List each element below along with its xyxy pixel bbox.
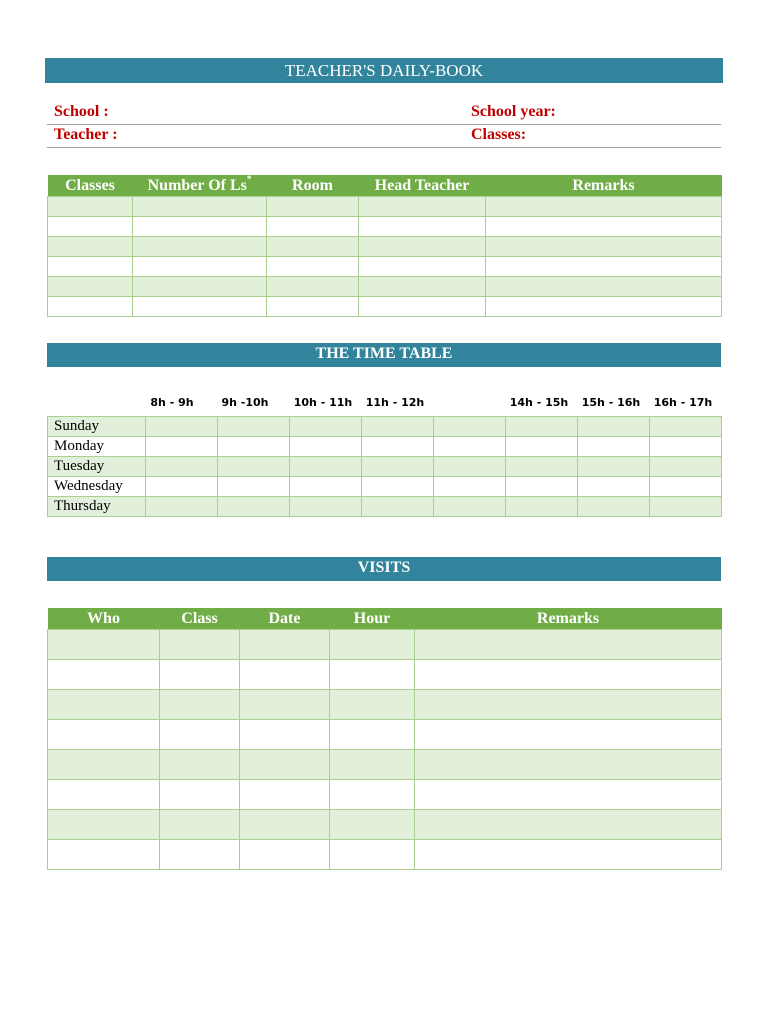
table-cell[interactable] [267, 257, 359, 277]
timetable-cell[interactable] [362, 477, 434, 497]
timetable-cell[interactable] [362, 417, 434, 437]
table-cell[interactable] [160, 720, 240, 750]
timetable-row [48, 417, 722, 437]
column-header-hour: Hour [330, 608, 415, 630]
table-cell[interactable] [48, 237, 133, 257]
classes-table [47, 175, 722, 317]
timetable-cell[interactable] [218, 497, 290, 517]
table-cell[interactable] [48, 720, 160, 750]
table-row [48, 690, 722, 720]
table-cell[interactable] [359, 237, 486, 257]
hour-label: 15h - 16h [581, 396, 641, 409]
table-cell[interactable] [133, 297, 267, 317]
table-row [48, 840, 722, 870]
table-header-row [48, 608, 722, 630]
timetable-grid [47, 416, 722, 517]
hour-label: 10h - 11h [293, 396, 353, 409]
footnote-mark: * [246, 173, 252, 184]
table-row [48, 720, 722, 750]
table-row [48, 237, 722, 257]
table-cell[interactable] [486, 297, 722, 317]
table-cell[interactable] [267, 237, 359, 257]
table-cell[interactable] [160, 780, 240, 810]
table-cell[interactable] [48, 780, 160, 810]
table-cell[interactable] [48, 217, 133, 237]
table-row [48, 277, 722, 297]
timetable-cell[interactable] [290, 417, 362, 437]
table-cell[interactable] [415, 780, 722, 810]
table-cell[interactable] [240, 690, 330, 720]
table-cell[interactable] [359, 197, 486, 217]
table-cell[interactable] [415, 660, 722, 690]
day-label: Thursday [48, 497, 146, 517]
timetable-cell[interactable] [146, 457, 218, 477]
table-row [48, 780, 722, 810]
table-cell[interactable] [330, 690, 415, 720]
timetable-cell[interactable] [290, 437, 362, 457]
table-cell[interactable] [330, 630, 415, 660]
page-title: TEACHER'S DAILY-BOOK [45, 58, 723, 83]
timetable-cell[interactable] [434, 497, 506, 517]
table-cell[interactable] [160, 690, 240, 720]
table-row [48, 630, 722, 660]
table-cell[interactable] [133, 217, 267, 237]
table-cell[interactable] [330, 660, 415, 690]
timetable-cell[interactable] [218, 477, 290, 497]
timetable-cell[interactable] [146, 437, 218, 457]
table-cell[interactable] [133, 197, 267, 217]
table-cell[interactable] [133, 237, 267, 257]
timetable-cell[interactable] [434, 457, 506, 477]
hour-label: 14h - 15h [509, 396, 569, 409]
table-row [48, 810, 722, 840]
timetable-cell[interactable] [362, 457, 434, 477]
visits-title: VISITS [47, 557, 721, 581]
timetable-cell[interactable] [146, 477, 218, 497]
timetable-row [48, 497, 722, 517]
table-cell[interactable] [133, 257, 267, 277]
table-cell[interactable] [486, 197, 722, 217]
column-header-head-teacher: Head Teacher [359, 175, 486, 197]
timetable-cell[interactable] [650, 417, 722, 437]
table-cell[interactable] [48, 297, 133, 317]
table-cell[interactable] [160, 660, 240, 690]
column-header-room: Room [267, 175, 359, 197]
table-cell[interactable] [415, 810, 722, 840]
header-text: Number Of Ls [147, 176, 247, 194]
timetable-cell[interactable] [290, 457, 362, 477]
table-cell[interactable] [48, 257, 133, 277]
timetable-cell[interactable] [578, 457, 650, 477]
table-cell[interactable] [486, 277, 722, 297]
day-label: Sunday [48, 417, 146, 437]
timetable-cell[interactable] [506, 477, 578, 497]
table-cell[interactable] [415, 720, 722, 750]
timetable-cell[interactable] [650, 497, 722, 517]
table-cell[interactable] [240, 780, 330, 810]
column-header-number-of-ls [133, 175, 267, 197]
timetable-cell[interactable] [218, 417, 290, 437]
hour-label: 16h - 17h [653, 396, 713, 409]
timetable-row [48, 477, 722, 497]
timetable-cell[interactable] [362, 437, 434, 457]
timetable-cell[interactable] [290, 477, 362, 497]
table-cell[interactable] [240, 840, 330, 870]
table-cell[interactable] [48, 840, 160, 870]
table-row [48, 257, 722, 277]
table-cell[interactable] [415, 690, 722, 720]
table-cell[interactable] [415, 840, 722, 870]
timetable-cell[interactable] [506, 497, 578, 517]
table-row [48, 750, 722, 780]
table-cell[interactable] [240, 810, 330, 840]
table-cell[interactable] [330, 780, 415, 810]
timetable-row [48, 457, 722, 477]
table-cell[interactable] [330, 810, 415, 840]
info-divider [47, 124, 721, 125]
table-cell[interactable] [48, 660, 160, 690]
table-cell[interactable] [486, 217, 722, 237]
column-header-class: Class [160, 608, 240, 630]
table-row [48, 660, 722, 690]
table-cell[interactable] [359, 277, 486, 297]
table-cell[interactable] [160, 630, 240, 660]
teacher-label: Teacher : [54, 126, 118, 143]
table-cell[interactable] [415, 630, 722, 660]
timetable-cell[interactable] [290, 497, 362, 517]
column-header-classes: Classes [48, 175, 133, 197]
table-cell[interactable] [359, 297, 486, 317]
table-cell[interactable] [48, 197, 133, 217]
day-label: Tuesday [48, 457, 146, 477]
table-cell[interactable] [240, 630, 330, 660]
table-cell[interactable] [267, 277, 359, 297]
timetable-cell[interactable] [434, 417, 506, 437]
table-row [48, 297, 722, 317]
table-cell[interactable] [240, 660, 330, 690]
table-cell[interactable] [48, 690, 160, 720]
table-cell[interactable] [160, 750, 240, 780]
school-label: School : [54, 103, 109, 120]
table-cell[interactable] [330, 720, 415, 750]
day-label: Wednesday [48, 477, 146, 497]
timetable-cell[interactable] [650, 457, 722, 477]
timetable-cell[interactable] [506, 457, 578, 477]
table-cell[interactable] [240, 720, 330, 750]
table-cell[interactable] [48, 750, 160, 780]
table-cell[interactable] [160, 810, 240, 840]
timetable-cell[interactable] [578, 497, 650, 517]
timetable-cell[interactable] [506, 417, 578, 437]
table-cell[interactable] [267, 217, 359, 237]
hour-label: 9h -10h [221, 396, 269, 409]
timetable-cell[interactable] [650, 437, 722, 457]
table-cell[interactable] [48, 277, 133, 297]
timetable-cell[interactable] [218, 457, 290, 477]
table-cell[interactable] [486, 237, 722, 257]
timetable-cell[interactable] [578, 437, 650, 457]
column-header-remarks: Remarks [415, 608, 722, 630]
table-cell[interactable] [486, 257, 722, 277]
timetable-cell[interactable] [434, 437, 506, 457]
day-label: Monday [48, 437, 146, 457]
hour-label: 8h - 9h [150, 396, 194, 409]
timetable-cell[interactable] [578, 417, 650, 437]
column-header-date: Date [240, 608, 330, 630]
table-cell[interactable] [359, 257, 486, 277]
timetable-cell[interactable] [650, 477, 722, 497]
table-cell[interactable] [240, 750, 330, 780]
timetable-cell[interactable] [146, 417, 218, 437]
table-cell[interactable] [267, 297, 359, 317]
table-cell[interactable] [330, 750, 415, 780]
timetable-cell[interactable] [578, 477, 650, 497]
column-header-who: Who [48, 608, 160, 630]
table-cell[interactable] [359, 217, 486, 237]
timetable-cell[interactable] [362, 497, 434, 517]
timetable-title: THE TIME TABLE [47, 343, 721, 367]
column-header-remarks: Remarks [486, 175, 722, 197]
info-divider [47, 147, 721, 148]
timetable-row [48, 437, 722, 457]
timetable-cell[interactable] [218, 437, 290, 457]
table-cell[interactable] [48, 630, 160, 660]
timetable-cell[interactable] [506, 437, 578, 457]
school-year-label: School year: [471, 103, 556, 120]
classes-label: Classes: [471, 126, 527, 143]
timetable-cell[interactable] [434, 477, 506, 497]
table-cell[interactable] [133, 277, 267, 297]
table-cell[interactable] [415, 750, 722, 780]
table-header-row [48, 175, 722, 197]
timetable-cell[interactable] [146, 497, 218, 517]
table-cell[interactable] [160, 840, 240, 870]
visits-table [47, 608, 722, 870]
table-cell[interactable] [48, 810, 160, 840]
hour-label: 11h - 12h [365, 396, 425, 409]
table-cell[interactable] [267, 197, 359, 217]
table-cell[interactable] [330, 840, 415, 870]
table-row [48, 197, 722, 217]
table-row [48, 217, 722, 237]
